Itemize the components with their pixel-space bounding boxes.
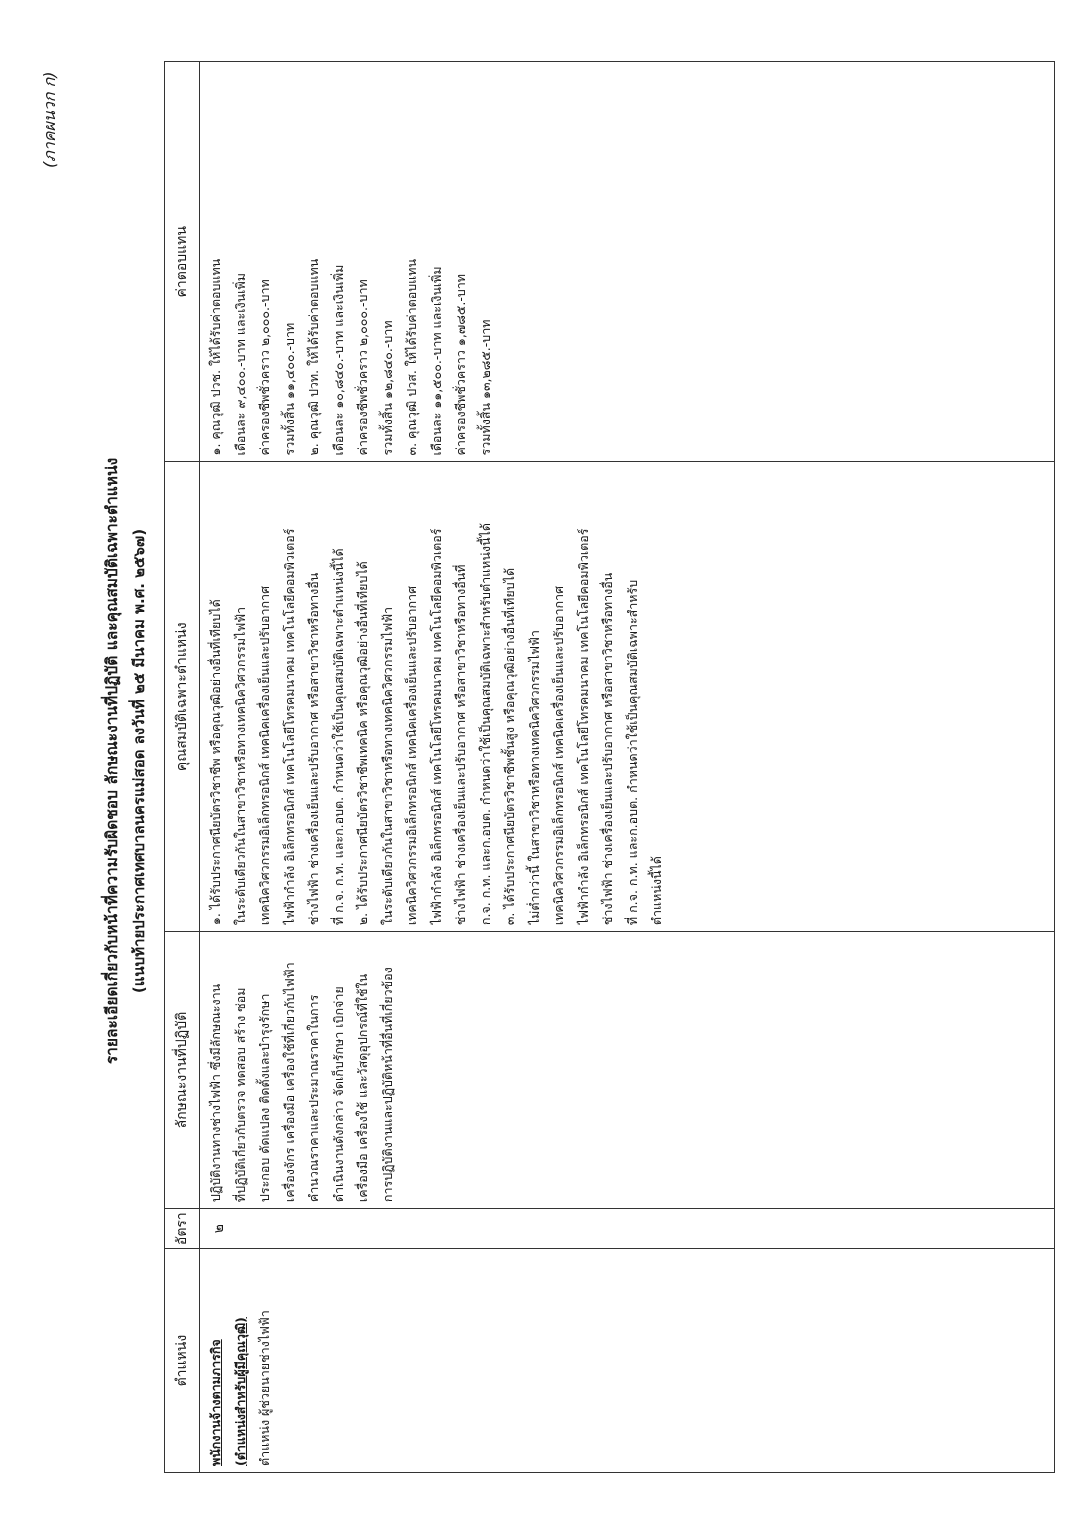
compensation-text-line: รวมทั้งสิ้น ๑๒,๘๔๐.-บาท [379,320,395,456]
compensation-text-line: ๓. คุณวุฒิ ปวส. ให้ได้รับค่าตอบแทน [404,259,419,456]
compensation-text-line: ค่าครองชีพชั่วคราว ๒,๐๐๐.-บาท [355,279,370,456]
qualification-text-line: ไม่ต่ำกว่านี้ ในสาขาวิชาหรือทางเทคนิควิศวกรรมไฟฟ้า [526,630,542,926]
compensation-text-line: เดือนละ ๙,๔๐๐.-บาท และเงินเพิ่ม [232,273,248,456]
document-title: รายละเอียดเกี่ยวกับหน้าที่ความรับผิดชอบ ลักษณะงานที่ปฏิบัติ และคุณสมบัติเฉพาะตำแหน่ง [103,457,121,1065]
header-position: ตำแหน่ง [165,1249,200,1473]
qualification-text-line: ช่างไฟฟ้า ช่างเครื่องเย็นและปรับอากาศ หรือสาขาวิชาหรือทางอื่น [600,572,615,926]
qualification-text-line: ที่ ก.จ. ก.ท. และก.อบต. กำหนดว่าใช้เป็นคุณสมบัติเฉพาะตำแหน่งนี้ได้ [330,548,346,926]
compensation-text-line: ๒. คุณวุฒิ ปวท. ให้ได้รับค่าตอบแทน [306,258,321,456]
qualification-text-line: ก.จ. ก.ท. และก.อบต. กำหนดว่าใช้เป็นคุณสมบัติเฉพาะสำหรับตำแหน่งนี้ได้ [477,523,493,926]
position-text-line: ตำแหน่ง ผู้ช่วยนายช่างไฟฟ้า [257,1310,272,1466]
duty-text-line: คำนวณราคาและประมาณราคาในการ [306,994,321,1203]
duty-text-line: การปฏิบัติงานและปฏิบัติหน้าที่อื่นที่เกี่ยวข้อง [379,967,395,1203]
duty-text-line: ดำเนินงานดังกล่าว จัดเก็บรักษา เบิกจ่าย [330,986,346,1203]
header-compensation: ค่าตอบแทน [165,62,200,462]
table-row [200,62,1055,1473]
table-header-row [165,62,200,1473]
header-qualifications: คุณสมบัติเฉพาะตำแหน่ง [165,462,200,932]
duty-text-line: ที่ปฏิบัติเกี่ยวกับตรวจ ทดสอบ สร้าง ซ่อม [232,987,248,1203]
compensation-text-line: ๑. คุณวุฒิ ปวช. ให้ได้รับค่าตอบแทน [208,258,223,456]
compensation-text-line: เดือนละ ๑๑,๕๐๐.-บาท และเงินเพิ่ม [428,266,444,456]
annex-label: (ภาคผนวก ก) [40,71,59,168]
qualification-text-line: ช่างไฟฟ้า ช่างเครื่องเย็นและปรับอากาศ หรือสาขาวิชาหรือทางอื่นที่ [453,564,468,926]
qualification-text-line: ๒. ได้รับประกาศนียบัตรวิชาชีพเทคนิค หรือคุณวุฒิอย่างอื่นที่เทียบได้ [355,561,370,926]
qualification-text-line: ๓. ได้รับประกาศนียบัตรวิชาชีพชั้นสูง หรือคุณวุฒิอย่างอื่นที่เทียบได้ [502,567,517,926]
qualification-text-line: เทคนิควิศวกรรมอิเล็กทรอนิกส์ เทคนิคเครื่องเย็นและปรับอากาศ [257,585,272,926]
qualification-text-line: ช่างไฟฟ้า ช่างเครื่องเย็นและปรับอากาศ หรือสาขาวิชาหรือทางอื่น [306,572,321,926]
duty-text-line: เครื่องมือ เครื่องใช้ และวัสดุอุปกรณ์ที่ใช้ใน [355,973,370,1203]
compensation-cell [200,62,1055,462]
compensation-text-line: ค่าครองชีพชั่วคราว ๒,๐๐๐.-บาท [257,279,272,456]
qualification-text-line: ในระดับเดียวกันในสาขาวิชาหรือทางเทคนิควิศวกรรมไฟฟ้า [232,606,248,926]
qualification-text-line: ตำแหน่งนี้ได้ [649,856,664,926]
position-text-line: พนักงานจ้างตามภารกิจ [208,1339,223,1466]
compensation-text-line: รวมทั้งสิ้น ๑๑,๔๐๐.-บาท [281,322,297,456]
qualification-text-line: ๑. ได้รับประกาศนียบัตรวิชาชีพ หรือคุณวุฒิอย่างอื่นที่เทียบได้ [208,599,223,926]
duty-text-line: ปฏิบัติงานทางช่างไฟฟ้า ซึ่งมีลักษณะงาน [208,983,223,1203]
position-details-table [164,61,1055,1473]
header-duties: ลักษณะงานที่ปฏิบัติ [165,932,200,1209]
compensation-text-line: เดือนละ ๑๐,๘๔๐.-บาท และเงินเพิ่ม [330,264,346,456]
rate-cell: ๒ [200,1209,1055,1249]
position-cell [200,1249,1055,1473]
header-rate: อัตรา [165,1209,200,1249]
qualification-text-line: ไฟฟ้ากำลัง อิเล็กทรอนิกส์ เทคโนโลยีโทรคมนาคม เทคโนโลยีคอมพิวเตอร์ [428,528,444,926]
qualification-text-line: ไฟฟ้ากำลัง อิเล็กทรอนิกส์ เทคโนโลยีโทรคมนาคม เทคโนโลยีคอมพิวเตอร์ [575,528,591,926]
qualification-text-line: ในระดับเดียวกันในสาขาวิชาหรือทางเทคนิควิศวกรรมไฟฟ้า [379,606,395,926]
document-subtitle: (แนบท้ายประกาศเทศบาลนครแม่สอด ลงวันที่ ๒๕ มีนาคม พ.ศ. ๒๕๖๗) [130,528,148,994]
compensation-text-line: ค่าครองชีพชั่วคราว ๑,๗๘๕.-บาท [453,273,468,456]
duties-cell [200,932,1055,1209]
duty-text-line: ประกอบ ดัดแปลง ติดตั้งและบำรุงรักษา [257,993,272,1203]
position-text-line: (ตำแหน่งสำหรับผู้มีคุณวุฒิ) [232,1317,248,1466]
qualifications-cell [200,462,1055,932]
qualification-text-line: ที่ ก.จ. ก.ท. และก.อบต. กำหนดว่าใช้เป็นคุณสมบัติเฉพาะสำหรับ [624,579,640,926]
compensation-text-line: รวมทั้งสิ้น ๑๓,๒๘๕.-บาท [477,319,493,456]
qualification-text-line: ไฟฟ้ากำลัง อิเล็กทรอนิกส์ เทคโนโลยีโทรคมนาคม เทคโนโลยีคอมพิวเตอร์ [281,528,297,926]
qualification-text-line: เทคนิควิศวกรรมอิเล็กทรอนิกส์ เทคนิคเครื่องเย็นและปรับอากาศ [404,585,419,926]
duty-text-line: เครื่องจักร เครื่องมือ เครื่องใช้ที่เกี่ยวกับไฟฟ้า [281,962,297,1203]
qualification-text-line: เทคนิควิศวกรรมอิเล็กทรอนิกส์ เทคนิคเครื่องเย็นและปรับอากาศ [551,585,566,926]
